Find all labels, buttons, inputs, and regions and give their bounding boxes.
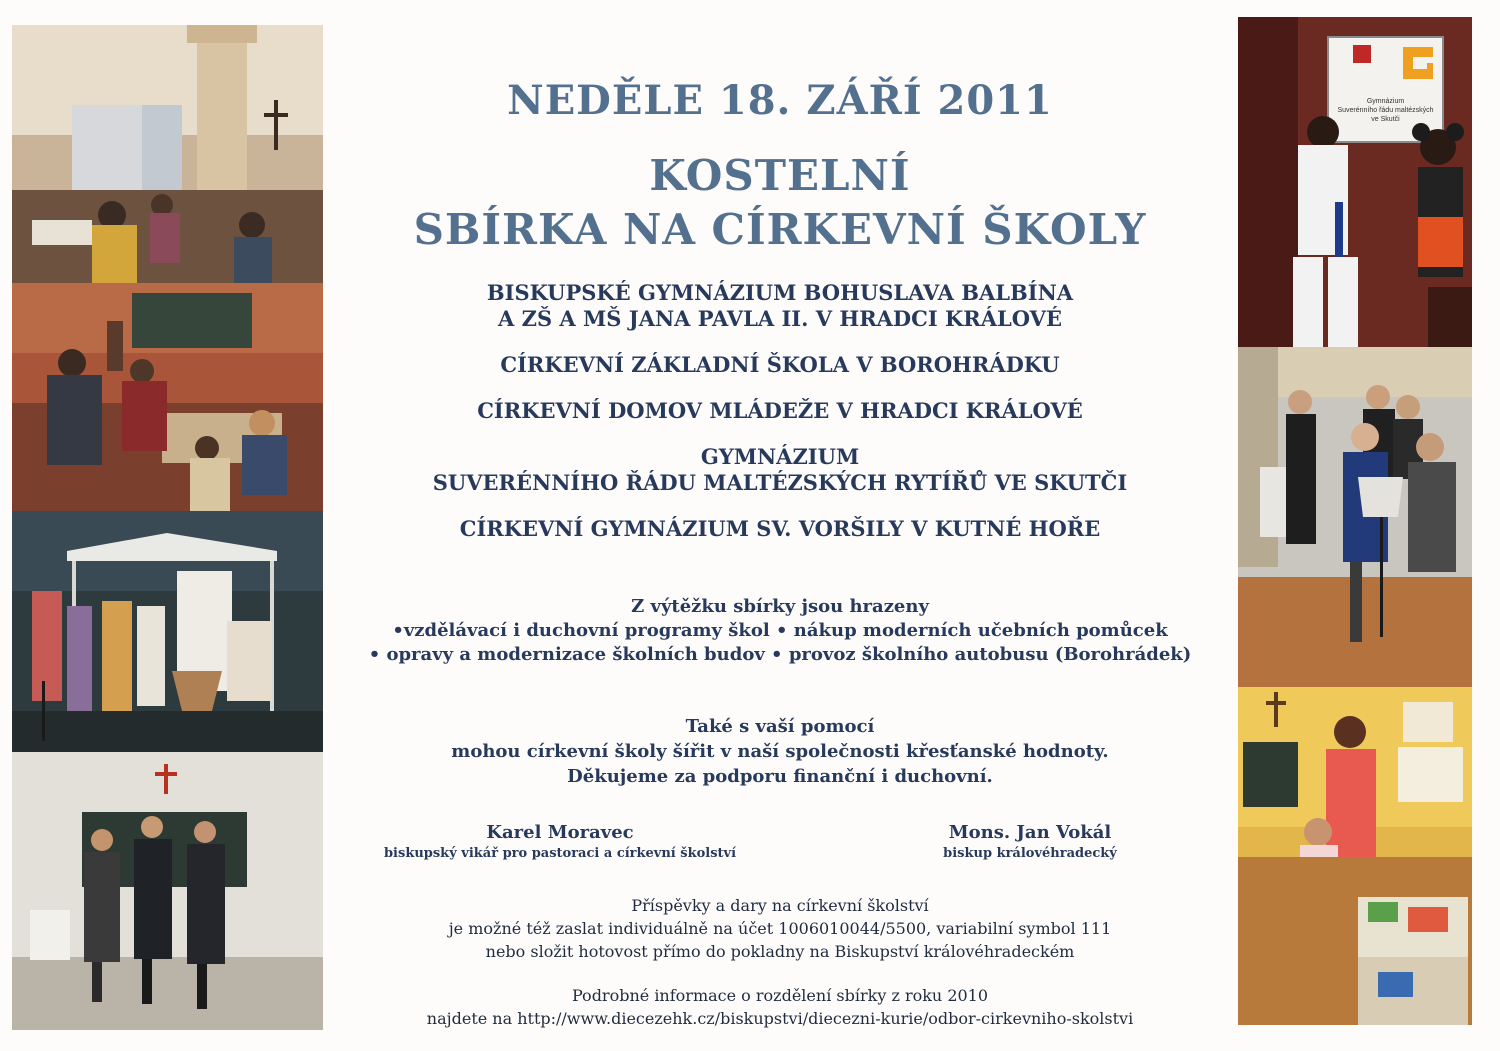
funding-block <box>330 595 1230 667</box>
thanks-line: mohou církevní školy šířit v naší společnosti křesťanské hodnoty. <box>451 741 1109 762</box>
info-line: Podrobné informace o rozdělení sbírky z roku 2010 <box>571 986 989 1005</box>
funding-intro: Z výtěžku sbírky jsou hrazeny <box>631 596 929 617</box>
photo-nativity-play <box>12 511 323 752</box>
photo-children-flutes <box>1238 347 1472 687</box>
school-line: SUVERÉNNÍHO ŘÁDU MALTÉZSKÝCH RYTÍŘŮ VE SKUTČI <box>432 470 1128 495</box>
photo-students-blackboard <box>12 752 323 1030</box>
school-sign-text: Gymnázium Suverénního řádu maltézských ve Skutči <box>1337 98 1434 123</box>
school-list <box>330 280 1230 542</box>
title-line-1: KOSTELNÍ <box>649 151 911 200</box>
school-line: CÍRKEVNÍ ZÁKLADNÍ ŠKOLA V BOROHRÁDKU <box>500 352 1060 377</box>
signatory-name: Karel Moravec <box>486 822 634 843</box>
donation-line: je možné též zaslat individuálně na účet 1006010044/5500, variabilní symbol 111 <box>448 919 1112 938</box>
thanks-block <box>330 714 1230 789</box>
signature-left <box>370 820 750 861</box>
school-line: CÍRKEVNÍ GYMNÁZIUM SV. VORŠILY V KUTNÉ HOŘE <box>459 516 1101 541</box>
signatory-role: biskup královéhradecký <box>943 846 1117 861</box>
signatory-name: Mons. Jan Vokál <box>948 822 1112 843</box>
photo-classroom-art <box>1238 687 1472 1025</box>
photo-hall-dining <box>12 25 323 283</box>
thanks-line: Také s vaší pomocí <box>685 716 875 737</box>
school-line: GYMNÁZIUM <box>700 444 860 469</box>
donation-block <box>330 894 1230 963</box>
title-line-2: SBÍRKA NA CÍRKEVNÍ ŠKOLY <box>413 205 1147 254</box>
info-block <box>330 984 1230 1030</box>
school-line: BISKUPSKÉ GYMNÁZIUM BOHUSLAVA BALBÍNA <box>486 280 1074 305</box>
funding-line: •vzdělávací i duchovní programy škol • nákup moderních učebních pomůcek <box>392 620 1168 641</box>
event-date: NEDĚLE 18. ZÁŘÍ 2011 <box>507 77 1053 124</box>
donation-line: Příspěvky a dary na církevní školství <box>631 896 929 915</box>
photo-school-sign <box>1238 17 1472 347</box>
thanks-line: Děkujeme za podporu finanční i duchovní. <box>567 766 993 787</box>
funding-line: • opravy a modernizace školních budov • provoz školního autobusu (Borohrádek) <box>368 644 1192 665</box>
school-line: A ZŠ A MŠ JANA PAVLA II. V HRADCI KRÁLOVÉ <box>498 306 1062 331</box>
school-line: CÍRKEVNÍ DOMOV MLÁDEŽE V HRADCI KRÁLOVÉ <box>477 398 1083 423</box>
donation-line: nebo složit hotovost přímo do pokladny na Biskupství královéhradeckém <box>485 942 1075 961</box>
info-url[interactable]: najdete na http://www.diecezehk.cz/biskupstvi/diecezni-kurie/odbor-cirkevniho-skolstvi <box>426 1009 1134 1028</box>
signature-right <box>900 820 1160 861</box>
signatory-role: biskupský vikář pro pastoraci a církevní školství <box>383 846 737 861</box>
photo-classroom-students <box>12 283 323 511</box>
